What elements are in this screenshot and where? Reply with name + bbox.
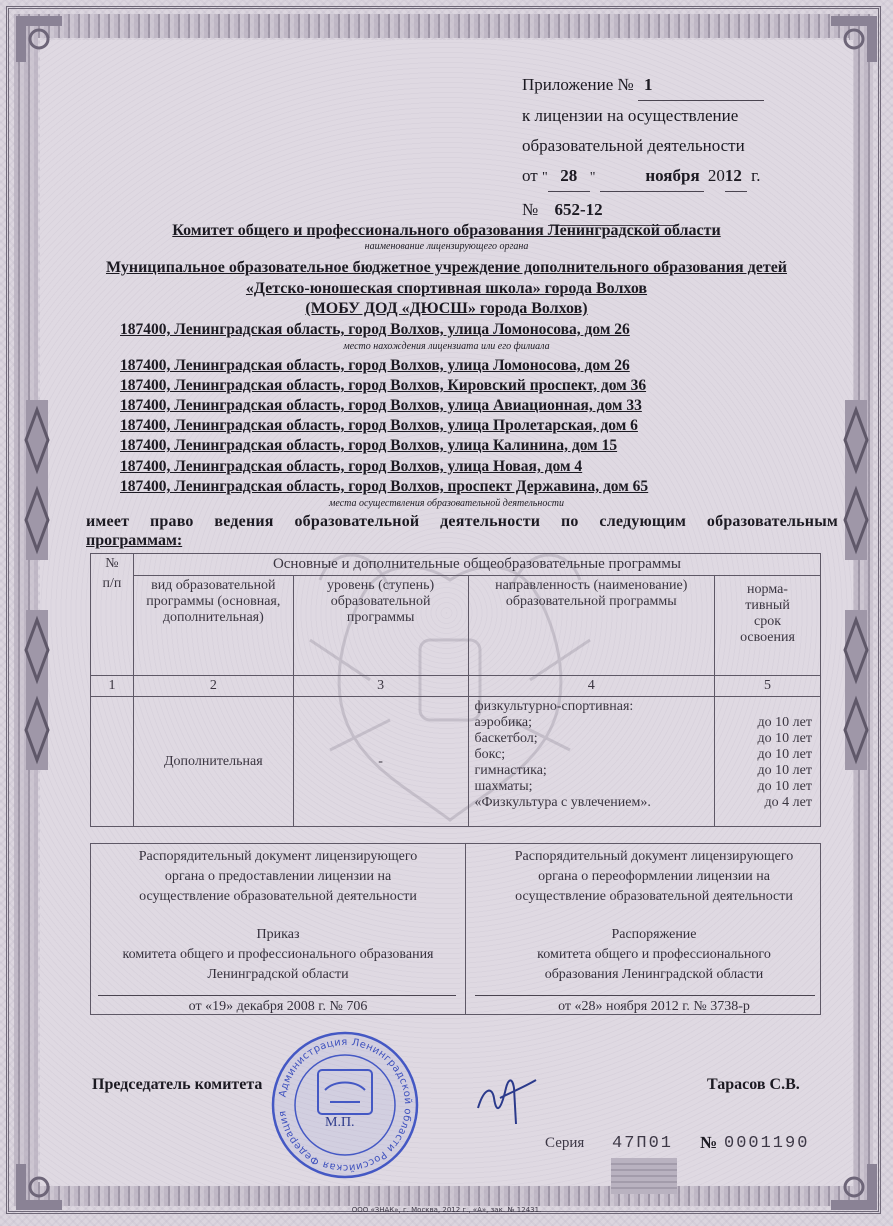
knot-ornament-icon <box>22 400 52 560</box>
direction-item: бокс; <box>474 747 506 762</box>
series-no-label: № <box>700 1133 718 1152</box>
doc-right-date: от «28» ноября 2012 г. № 3738-р <box>558 999 750 1014</box>
knot-ornament-icon <box>841 400 871 560</box>
signature-icon <box>470 1068 540 1128</box>
licensee-line3: (МОБУ ДОД «ДЮСШ» города Волхов) <box>305 300 588 317</box>
chair-label: Председатель комитета <box>92 1076 263 1093</box>
doc-right-separator <box>475 995 815 996</box>
right-statement-line2: программам: <box>86 532 183 549</box>
doc-left-date: от «19» декабря 2008 г. № 706 <box>188 999 368 1014</box>
col-index: 4 <box>468 676 715 697</box>
right-statement-line1: имеет право ведения образовательной деятельности по следующим образовательным <box>86 513 838 530</box>
documents-divider <box>465 843 466 1015</box>
doc-right <box>470 847 838 1017</box>
official-seal-icon <box>270 1030 420 1180</box>
doc-right-body2: образования Ленинградской области <box>544 967 764 982</box>
series-value: 47П01 <box>612 1134 674 1153</box>
issuer-name: Комитет общего и профессионального образования Ленинградской области <box>172 222 721 239</box>
direction-item: баскетбол; <box>474 731 538 746</box>
doc-left-body2: Ленинградской области <box>207 967 349 982</box>
series-label: Серия <box>545 1135 585 1151</box>
date-prefix: от <box>522 166 538 185</box>
location-item: 187400, Ленинградская область, город Волхов, Кировский проспект, дом 36 <box>120 377 647 394</box>
doc-right-title3: осуществление образовательной деятельности <box>515 889 793 904</box>
col-no-abbr: п/п <box>102 576 122 591</box>
direction-item: шахматы; <box>474 779 533 794</box>
direction-item: «Физкультура с увлечением». <box>474 795 651 810</box>
programs-table <box>90 553 821 827</box>
col-index: 2 <box>133 676 293 697</box>
doc-right-kind: Распоряжение <box>611 927 697 942</box>
term-item: до 10 лет <box>757 731 812 746</box>
year-suffix: 12 <box>725 161 747 192</box>
col-index: 5 <box>715 676 821 697</box>
issuer-caption: наименование лицензирующего органа <box>364 241 529 252</box>
header-level: уровень (ступень) образовательной программы <box>293 576 468 676</box>
row-terms <box>715 697 821 827</box>
appendix-number: 1 <box>638 70 764 101</box>
location-item: 187400, Ленинградская область, город Волхов, улица Ломоносова, дом 26 <box>120 357 630 374</box>
term-item: до 10 лет <box>757 779 812 794</box>
corner-ornament-icon <box>827 12 881 66</box>
license-no-value: 652-12 <box>548 195 674 226</box>
table-row <box>91 697 821 827</box>
term-item: до 4 лет <box>764 795 812 810</box>
direction-item: гимнастика; <box>474 763 547 778</box>
doc-left-title1: Распорядительный документ лицензирующего <box>138 849 418 864</box>
doc-left-title3: осуществление образовательной деятельности <box>139 889 417 904</box>
knot-ornament-icon <box>841 610 871 770</box>
direction-item: аэробика; <box>474 715 533 730</box>
col-number-header <box>91 554 134 676</box>
licensee-address: 187400, Ленинградская область, город Волхов, улица Ломоносова, дом 26 <box>120 321 630 338</box>
col-no-symbol: № <box>105 556 119 571</box>
licensee-line1: Муниципальное образовательное бюджетное учреждение дополнительного образования детей <box>105 259 788 276</box>
location-item: 187400, Ленинградская область, город Волхов, улица Новая, дом 4 <box>120 458 583 475</box>
term-item: до 10 лет <box>757 763 812 778</box>
header-kind: вид образовательной программы (основная, дополнительная) <box>133 576 293 676</box>
header-term: норма-тивный срок освоения <box>715 576 821 676</box>
licensee-line2: «Детско-юношеская спортивная школа» города Волхов <box>245 280 648 297</box>
date-day: 28 <box>548 161 590 192</box>
year-unit: г. <box>751 166 761 185</box>
row-kind: Дополнительная <box>133 697 293 827</box>
doc-right-title2: органа о переоформлении лицензии на <box>538 869 770 884</box>
doc-left <box>94 847 462 1017</box>
term-item: до 10 лет <box>757 715 812 730</box>
doc-left-kind: Приказ <box>256 927 300 942</box>
group-header: Основные и дополнительные общеобразовательные программы <box>133 554 820 576</box>
locations-caption: места осуществления образовательной деятельности <box>329 498 564 509</box>
license-no-label: № <box>522 200 539 219</box>
corner-ornament-icon <box>12 12 66 66</box>
appendix-label: Приложение № <box>522 75 634 94</box>
row-directions <box>468 697 715 827</box>
direction-item: физкультурно-спортивная: <box>474 699 634 714</box>
chair-name: Тарасов С.В. <box>707 1076 800 1093</box>
address-caption: место нахождения лицензиата или его филиала <box>343 341 550 352</box>
location-item: 187400, Ленинградская область, город Волхов, улица Пролетарская, дом 6 <box>120 417 638 434</box>
hologram-plate-icon <box>611 1158 677 1194</box>
printer-imprint: ООО «ЗНАК», г. Москва, 2012 г., «А», зак. № 12431. <box>351 1206 542 1214</box>
mp-mark: М.П. <box>325 1115 355 1130</box>
row-level: - <box>293 697 468 827</box>
location-item: 187400, Ленинградская область, город Волхов, проспект Державина, дом 65 <box>120 478 649 495</box>
doc-left-body1: комитета общего и профессионального образования <box>122 947 434 962</box>
year-prefix: 20 <box>707 166 725 185</box>
header-direction: направленность (наименование) образовательной программы <box>468 576 715 676</box>
appendix-line2: к лицензии на осуществление <box>522 106 739 125</box>
date-month: ноября <box>600 161 704 192</box>
doc-left-separator <box>98 995 456 996</box>
knot-ornament-icon <box>22 610 52 770</box>
doc-right-body1: комитета общего и профессионального <box>537 947 771 962</box>
doc-right-title1: Распорядительный документ лицензирующего <box>514 849 794 864</box>
doc-left-title2: органа о предоставлении лицензии на <box>164 869 392 884</box>
seal-text: Администрация Ленинградской области Российская Федерация <box>277 1036 414 1174</box>
appendix-header: Приложение № 1 к лицензии на осуществление образовательной деятельности от " 28 " ноября 2012 г. № 652-12 <box>522 70 852 226</box>
serial-number: 0001190 <box>724 1134 810 1153</box>
location-item: 187400, Ленинградская область, город Волхов, улица Калинина, дом 15 <box>120 437 618 454</box>
col-index: 3 <box>293 676 468 697</box>
location-item: 187400, Ленинградская область, город Волхов, улица Авиационная, дом 33 <box>120 397 642 414</box>
term-item: до 10 лет <box>757 747 812 762</box>
appendix-line3: образовательной деятельности <box>522 136 745 155</box>
col-index: 1 <box>91 676 134 697</box>
